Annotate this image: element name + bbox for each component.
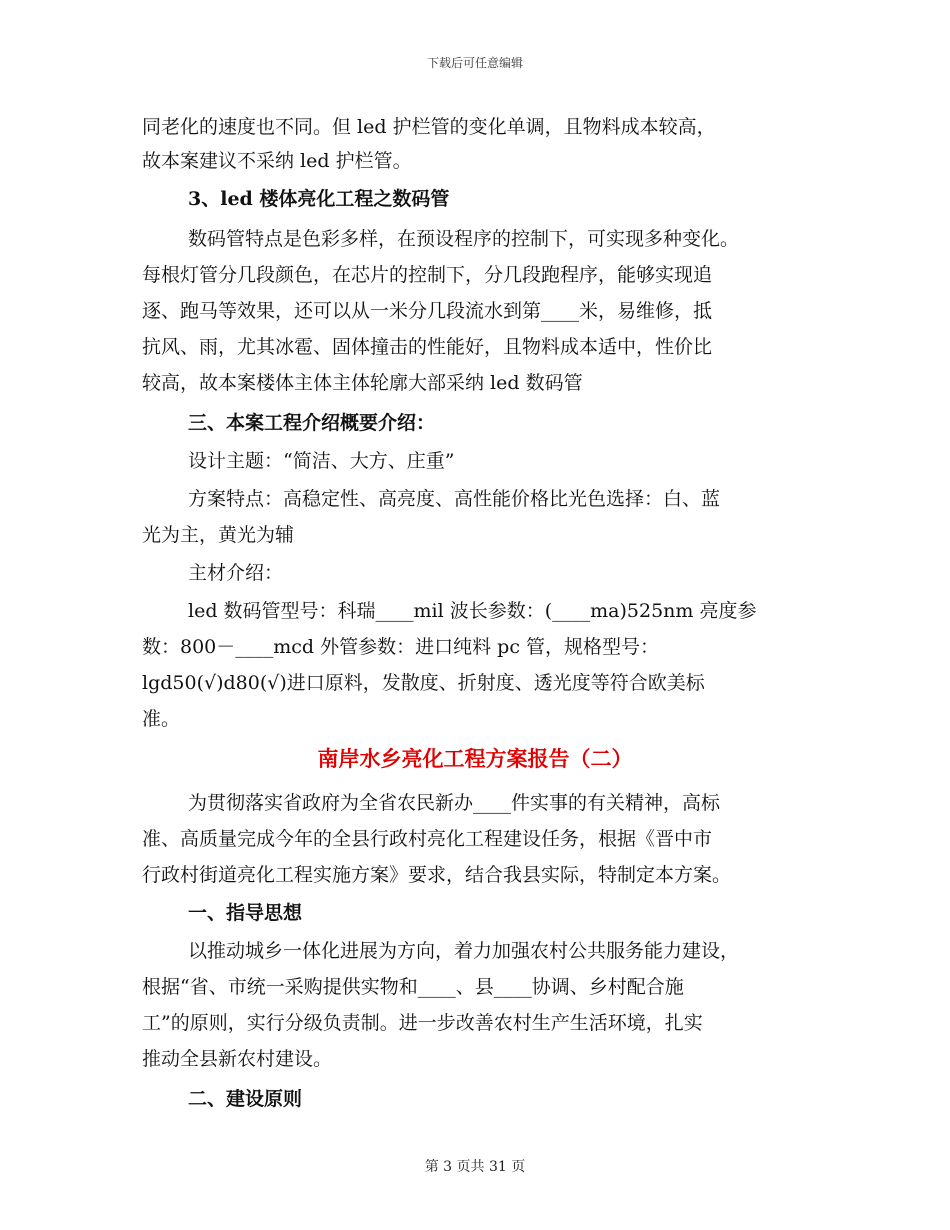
paragraph-line: 以推动城乡一体化进展为方向，着力加强农村公共服务能力建设， xyxy=(188,940,740,962)
paragraph-line: 为贯彻落实省政府为全省农民新办____件实事的有关精神，高标 xyxy=(188,792,721,814)
paragraph-line: 工”的原则，实行分级负责制。进一步改善农村生产生活环境，扎实 xyxy=(142,1012,703,1034)
section-title: 南岸水乡亮化工程方案报告（二） xyxy=(317,746,633,771)
paragraph-line: 同老化的速度也不同。但 led 护栏管的变化单调，且物料成本较高， xyxy=(142,116,716,138)
paragraph-line: 设计主题：“简洁、大方、庄重” xyxy=(188,450,455,472)
paragraph-line: 行政村街道亮化工程实施方案》要求，结合我县实际，特制定本方案。 xyxy=(142,864,732,886)
paragraph-line: 主材介绍： xyxy=(188,562,284,584)
page-header: 下载后可任意编辑 xyxy=(426,56,523,70)
paragraph-line: 数码管特点是色彩多样，在预设程序的控制下，可实现多种变化。 xyxy=(188,228,740,250)
paragraph-line: 较高，故本案楼体主体主体轮廓大部采纳 led 数码管 xyxy=(142,372,583,394)
paragraph-line: 抗风、雨，尤其冰雹、固体撞击的性能好，且物料成本适中，性价比 xyxy=(142,336,713,358)
paragraph-line: 数：800－____mcd 外管参数：进口纯料 pc 管，规格型号： xyxy=(142,636,660,658)
paragraph-line: lgd50(√)d80(√)进口原料，发散度、折射度、透光度等符合欧美标 xyxy=(142,672,705,694)
paragraph-line: 光为主，黄光为辅 xyxy=(142,524,295,546)
paragraph-line: 方案特点：高稳定性、高亮度、高性能价格比光色选择：白、蓝 xyxy=(188,488,721,510)
paragraph-line: 推动全县新农村建设。 xyxy=(142,1048,333,1070)
section-heading: 三、本案工程介绍概要介绍： xyxy=(188,412,436,434)
paragraph-line: 根据“省、市统一采购提供实物和____、县____协调、乡村配合施 xyxy=(142,976,684,998)
section-heading: 3、led 楼体亮化工程之数码管 xyxy=(188,188,450,210)
paragraph-line: 准。 xyxy=(142,708,181,730)
paragraph-line: 每根灯管分几段颜色，在芯片的控制下，分几段跑程序，能够实现追 xyxy=(142,264,713,286)
paragraph-line: 故本案建议不采纳 led 护栏管。 xyxy=(142,150,412,172)
page-footer: 第 3 页共 31 页 xyxy=(424,1159,526,1175)
section-heading: 二、建设原则 xyxy=(188,1088,303,1110)
paragraph-line: led 数码管型号：科瑞____mil 波长参数：(____ma)525nm 亮度参 xyxy=(188,600,757,622)
paragraph-line: 准、高质量完成今年的全县行政村亮化工程建设任务，根据《晋中市 xyxy=(142,828,713,850)
paragraph-line: 逐、跑马等效果，还可以从一米分几段流水到第____米，易维修，抵 xyxy=(142,300,713,322)
section-heading: 一、指导思想 xyxy=(188,902,303,924)
